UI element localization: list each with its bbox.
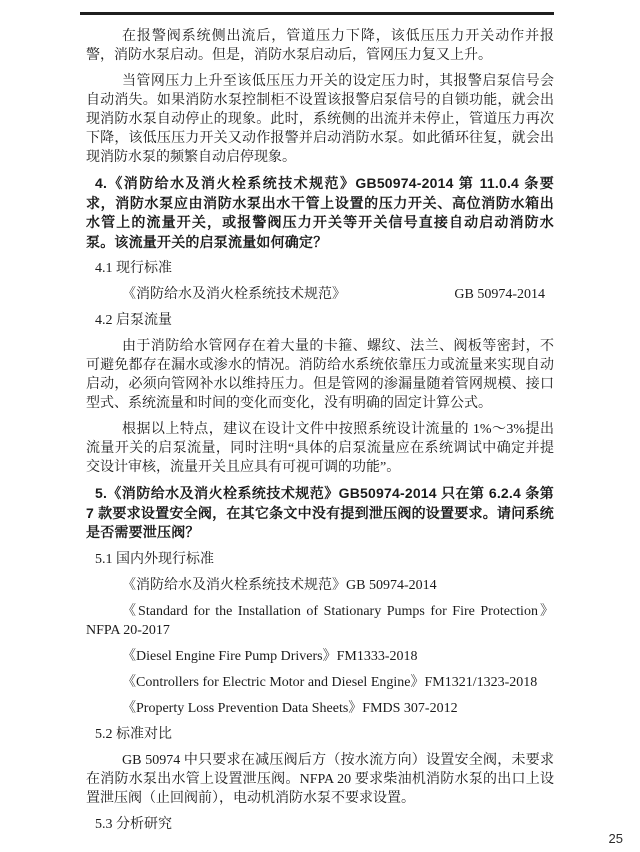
document-content (86, 27, 554, 841)
standard-reference: 《Controllers for Electric Motor and Diesel Engine》FM1321/1323-2018 (122, 674, 538, 690)
standard-reference (86, 285, 554, 304)
section-subheading-5-3: 5.3 分析研究 (95, 816, 172, 832)
section-subheading-5-2: 5.2 标准对比 (95, 726, 172, 742)
paragraph: 当管网压力上升至该低压压力开关的设定压力时，其报警启泵信号会自动消失。如果消防水泵控制柜不设置该报警启泵信号的自锁功能，就会出现消防水泵自动停止的现象。此时，系统侧的出流并未停止，管道压力再次下降，该低压压力开关又动作报警并启动消防水泵。如此循环往复，就会出现消防水泵的频繁自动启停现象。 (86, 74, 554, 165)
standard-reference: 《消防给水及消火栓系统技术规范》GB 50974-2014 (122, 577, 437, 593)
section-subheading-4-1: 4.1 现行标准 (95, 261, 172, 276)
paragraph: 由于消防给水管网存在着大量的卡箍、螺纹、法兰、阀板等密封，不可避免都存在漏水或渗水的情况。消防给水系统依靠压力或流量来实现自动启动，必须向管网补水以维持压力。但是管网的渗漏量随着管网规模、接口型式、系统流量和时间的变化而变化，没有明确的固定计算公式。 (86, 339, 554, 411)
standard-reference: 《Standard for the Installation of Stationary Pumps for Fire Protection》NFPA 20-2017 (86, 603, 554, 638)
question-heading-5: 5.《消防给水及消火栓系统技术规范》GB50974-2014 只在第 6.2.4 条第 7 款要求设置安全阀，在其它条文中没有提到泄压阀的设置要求。请问系统是否需要泄压阀？ (86, 485, 554, 540)
standard-reference: 《Diesel Engine Fire Pump Drivers》FM1333-2018 (122, 648, 418, 664)
paragraph: 在报警阀系统侧出流后，管道压力下降，该低压压力开关动作并报警，消防水泵启动。但是，消防水泵启动后，管网压力复又上升。 (86, 29, 554, 63)
paragraph: 根据以上特点，建议在设计文件中按照系统设计流量的 1%～3%提出流量开关的启泵流量，同时注明“具体的启泵流量应在系统调试中确定并提交设计审核，流量开关且应具有可视可调的功能”。 (86, 422, 554, 475)
section-subheading-4-2: 4.2 启泵流量 (95, 313, 172, 328)
page-number: 25 (608, 831, 623, 846)
question-heading-4: 4.《消防给水及消火栓系统技术规范》GB50974-2014 第 11.0.4 条要求，消防水泵应由消防水泵出水干管上设置的压力开关、高位消防水箱出水管上的流量开关，或报警阀压力开关等开关信号直接自动启动消防水泵。该流量开关的启泵流量如何确定？ (86, 175, 554, 250)
header-rule (80, 12, 554, 15)
standard-reference: 《Property Loss Prevention Data Sheets》FMDS 307-2012 (122, 700, 458, 716)
standard-title: 《消防给水及消火栓系统技术规范》 (122, 287, 346, 302)
standard-code: GB 50974-2014 (454, 287, 545, 302)
section-subheading-5-1: 5.1 国内外现行标准 (95, 551, 214, 567)
paragraph: GB 50974 中只要求在减压阀后方（按水流方向）设置安全阀，未要求在消防水泵出水管上设置泄压阀。NFPA 20 要求柴油机消防水泵的出口上设置泄压阀（止回阀前），电动机消防水泵不要求设置。 (86, 752, 554, 806)
